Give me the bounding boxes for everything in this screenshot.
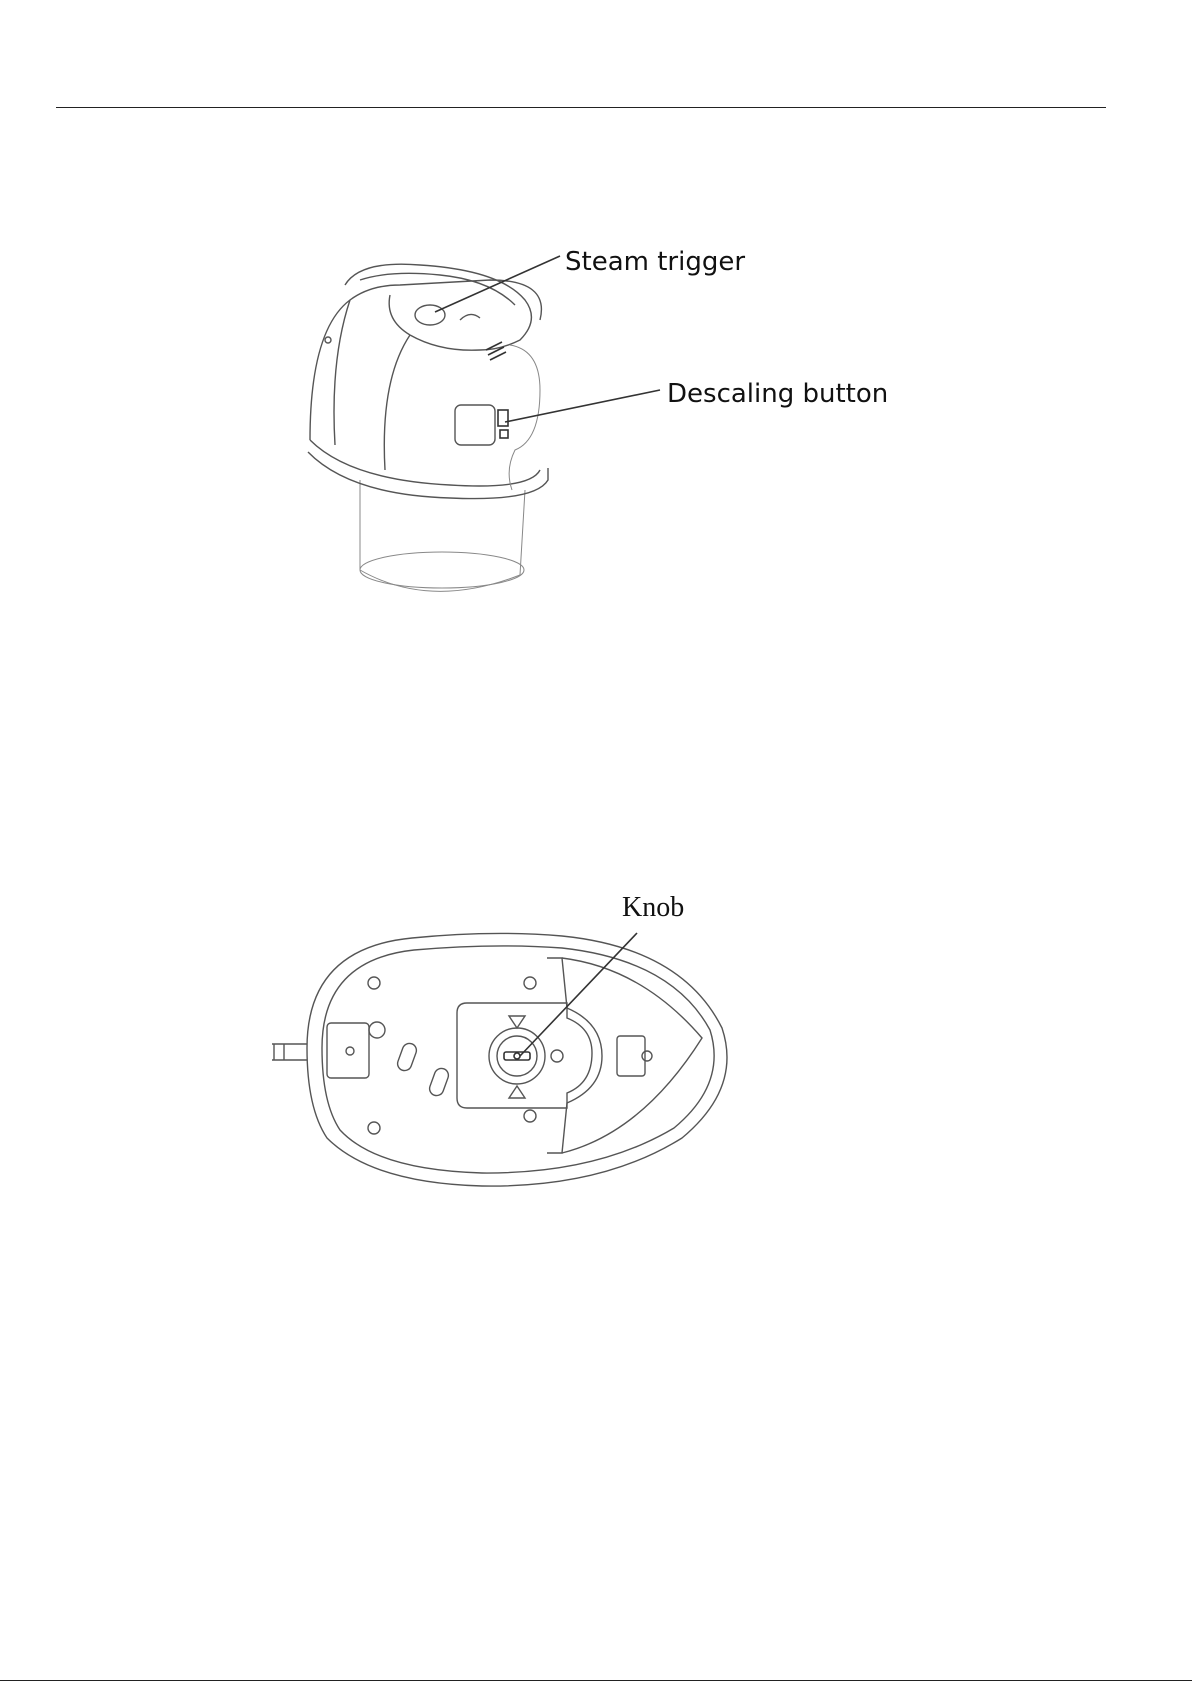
steam-trigger-label: Steam trigger bbox=[565, 247, 746, 277]
footer-rule bbox=[0, 1680, 1192, 1681]
base-underside-illustration bbox=[262, 888, 732, 1198]
iron-outline bbox=[345, 264, 531, 360]
steam-generator-illustration bbox=[290, 240, 910, 600]
descaling-button-leader bbox=[505, 390, 660, 422]
knob-part bbox=[489, 1016, 563, 1098]
front-controls-outline bbox=[455, 405, 508, 445]
water-tank-outline bbox=[360, 480, 525, 591]
underside-outline bbox=[272, 933, 727, 1186]
base-body-outline bbox=[308, 280, 548, 499]
knob-leader bbox=[520, 933, 637, 1056]
knob-label: Knob bbox=[622, 892, 685, 923]
header-rule bbox=[56, 107, 1106, 108]
steam-trigger-part bbox=[415, 305, 445, 325]
descaling-button-label: Descaling button bbox=[667, 379, 889, 409]
